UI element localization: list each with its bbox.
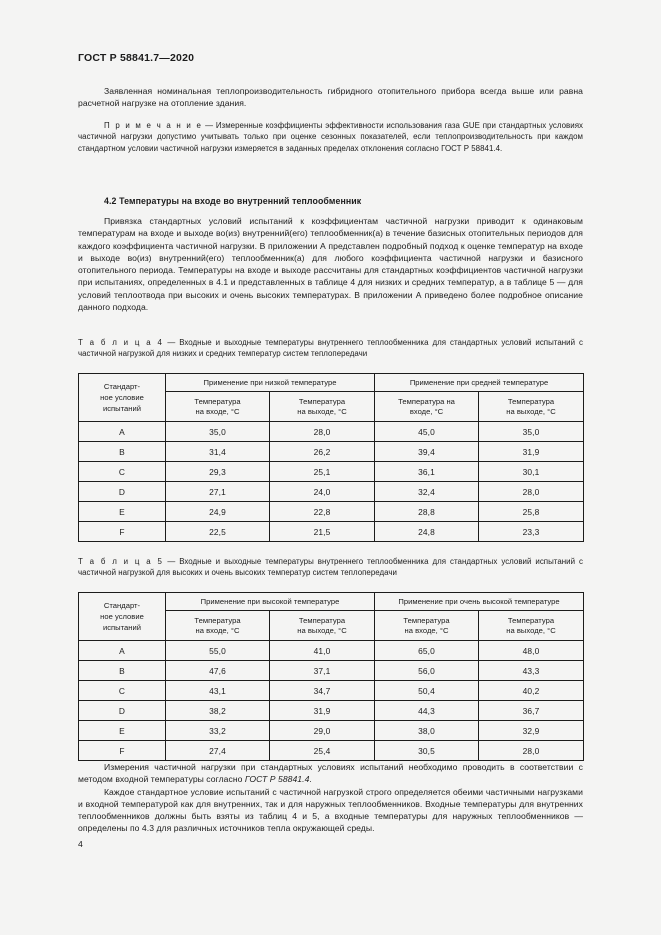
table-cell-condition: A [79, 641, 166, 661]
table-row [79, 721, 584, 741]
table-cell-vhigh_out: 32,9 [479, 721, 584, 741]
table4-group-header-mid: Применение при средней температуре [375, 374, 584, 392]
table-cell-low_out: 22,8 [270, 502, 375, 522]
table5-body [79, 641, 584, 761]
section-body-block [78, 215, 583, 313]
table5-caption-block [78, 556, 583, 578]
table4-head [79, 374, 584, 422]
intro-paragraph: Заявленная номинальная теплопроизводительность гибридного отопительного прибора всегда выше или равна расчетной нагрузке на отопление здания. [78, 86, 583, 109]
table-cell-low_out: 24,0 [270, 482, 375, 502]
table-cell-mid_in: 24,8 [375, 522, 479, 542]
table4-group-header-low: Применение при низкой температуре [166, 374, 375, 392]
table-row [79, 502, 584, 522]
table-cell-mid_in: 36,1 [375, 462, 479, 482]
table-cell-vhigh_in: 65,0 [375, 641, 479, 661]
table-row [79, 442, 584, 462]
table-cell-high_out: 41,0 [270, 641, 375, 661]
table4-caption-label: Т а б л и ц а 4 [78, 338, 164, 347]
page-number: 4 [78, 839, 83, 849]
table5-caption-text: — Входные и выходные температуры внутреннего теплообменника для стандартных условий испытаний с частичной нагрузкой для высоких и очень высоких температур систем теплопередачи [78, 557, 583, 578]
table-cell-condition: C [79, 681, 166, 701]
running-head-standard-number: ГОСТ Р 58841.7—2020 [78, 52, 195, 64]
table4-stub-header: Стандарт- ное условие испытаний [79, 374, 166, 422]
table5-sub-header-high-out: Температура на выходе, °С [270, 611, 375, 641]
table5-caption [78, 556, 583, 578]
table-cell-vhigh_in: 56,0 [375, 661, 479, 681]
table-cell-high_in: 47,6 [166, 661, 270, 681]
table-cell-high_in: 27,4 [166, 741, 270, 761]
table-cell-condition: A [79, 422, 166, 442]
table-cell-low_in: 27,1 [166, 482, 270, 502]
table-cell-condition: C [79, 462, 166, 482]
closing-p1-reference: ГОСТ Р 58841.4 [244, 774, 310, 785]
table-cell-mid_out: 28,0 [479, 482, 584, 502]
table-cell-mid_out: 35,0 [479, 422, 584, 442]
table-cell-vhigh_out: 36,7 [479, 701, 584, 721]
table-cell-low_in: 29,3 [166, 462, 270, 482]
table-cell-high_out: 25,4 [270, 741, 375, 761]
table-cell-mid_in: 39,4 [375, 442, 479, 462]
table-cell-mid_in: 28,8 [375, 502, 479, 522]
table-cell-low_in: 24,9 [166, 502, 270, 522]
table-row [79, 641, 584, 661]
table-cell-vhigh_out: 48,0 [479, 641, 584, 661]
table-cell-condition: E [79, 721, 166, 741]
table5-wrapper [78, 592, 583, 761]
table-cell-low_out: 25,1 [270, 462, 375, 482]
table4-sub-header-mid-in: Температура на входе, °С [375, 392, 479, 422]
table-cell-condition: E [79, 502, 166, 522]
note-paragraph [78, 120, 583, 154]
closing-block [78, 761, 583, 835]
table-cell-high_out: 31,9 [270, 701, 375, 721]
table5-head [79, 593, 584, 641]
table-cell-mid_out: 31,9 [479, 442, 584, 462]
table-cell-vhigh_in: 38,0 [375, 721, 479, 741]
table-cell-low_in: 31,4 [166, 442, 270, 462]
table5 [78, 592, 584, 761]
table4-caption-block [78, 337, 583, 359]
section-paragraph: Привязка стандартных условий испытаний к коэффициентам частичной нагрузки приводит к одинаковым температурам на входе и выходе во(из) внутренний(его) теплообменник(а) в течение базисных отопительных периодов для каждого коэффициента частичной нагрузки. В приложении А представлен подробный подход к оценке температур на входе и выходе во(из) внутренний(его) теплообменник(а) для любого коэффициента частичной нагрузки и базисного отопительного периода. Температуры на входе и выходе рассчитаны для стандартных коэффициентов частичной нагрузки при испытаниях, определенных в 4.1 и представленных в таблице 4 для низких и средних температур, а в таблице 5 — для условий теплоотвода при высоких и очень высоких температурах. В приложении А приведено более подробное описание данного подхода. [78, 216, 583, 313]
table-cell-high_in: 33,2 [166, 721, 270, 741]
table-cell-vhigh_out: 43,3 [479, 661, 584, 681]
table-row [79, 661, 584, 681]
table-cell-low_in: 35,0 [166, 422, 270, 442]
table-row [79, 701, 584, 721]
section-heading: 4.2 Температуры на входе во внутренний теплообменник [104, 196, 362, 206]
closing-p1-before: Измерения частичной нагрузки при стандартных условиях испытаний необходимо проводить в соответствии с методом входной температуры согласно [78, 762, 583, 785]
closing-paragraph-1 [78, 761, 583, 786]
table-cell-condition: B [79, 661, 166, 681]
table4-caption [78, 337, 583, 359]
table5-sub-header-high-in: Температура на входе, °С [166, 611, 270, 641]
table5-caption-label: Т а б л и ц а 5 [78, 557, 164, 566]
table-cell-condition: F [79, 522, 166, 542]
table5-group-header-high: Применение при высокой температуре [166, 593, 375, 611]
table-cell-high_in: 43,1 [166, 681, 270, 701]
table4 [78, 373, 584, 542]
table-row [79, 462, 584, 482]
note-label: П р и м е ч а н и е [104, 121, 203, 130]
closing-p1-after: . [309, 774, 312, 785]
table4-header-row-groups [79, 374, 584, 392]
table-cell-condition: D [79, 701, 166, 721]
table-row [79, 482, 584, 502]
closing-paragraph-2: Каждое стандартное условие испытаний с частичной нагрузкой строго определяется обеими частичными нагрузками и входной температурой как для внутренних, так и для наружных теплообменников. Входные температуры для внутренних теплообменников должны быть взяты из таблиц 4 и 5, а входные температуры для наружных теплообменников — определены по 4.3 для различных источников тепла окружающей среды. [78, 786, 583, 834]
table-cell-low_out: 21,5 [270, 522, 375, 542]
intro-block [78, 85, 583, 110]
table-cell-mid_in: 45,0 [375, 422, 479, 442]
table-row [79, 741, 584, 761]
table5-header-row-groups [79, 593, 584, 611]
table-cell-condition: B [79, 442, 166, 462]
table-cell-high_out: 29,0 [270, 721, 375, 741]
table-cell-high_out: 34,7 [270, 681, 375, 701]
table4-body [79, 422, 584, 542]
table-cell-mid_in: 32,4 [375, 482, 479, 502]
table4-sub-header-low-in: Температура на входе, °С [166, 392, 270, 422]
table-cell-high_in: 55,0 [166, 641, 270, 661]
table-cell-low_out: 28,0 [270, 422, 375, 442]
table4-wrapper [78, 373, 583, 542]
table5-sub-header-vhigh-out: Температура на выходе, °С [479, 611, 584, 641]
table5-stub-header: Стандарт- ное условие испытаний [79, 593, 166, 641]
table-cell-low_out: 26,2 [270, 442, 375, 462]
table-cell-mid_out: 25,8 [479, 502, 584, 522]
table-cell-mid_out: 30,1 [479, 462, 584, 482]
table-cell-high_in: 38,2 [166, 701, 270, 721]
table-cell-condition: F [79, 741, 166, 761]
table-row [79, 681, 584, 701]
note-block [78, 120, 583, 154]
table-cell-vhigh_in: 30,5 [375, 741, 479, 761]
table-cell-condition: D [79, 482, 166, 502]
table-cell-vhigh_in: 44,3 [375, 701, 479, 721]
table-cell-low_in: 22,5 [166, 522, 270, 542]
section-heading-block [78, 195, 583, 207]
table-row [79, 422, 584, 442]
table4-sub-header-low-out: Температура на выходе, °С [270, 392, 375, 422]
table-cell-high_out: 37,1 [270, 661, 375, 681]
table5-group-header-very-high: Применение при очень высокой температуре [375, 593, 584, 611]
table-row [79, 522, 584, 542]
table4-caption-text: — Входные и выходные температуры внутреннего теплообменника для стандартных условий испытаний с частичной нагрузкой для низких и средних температур систем теплопередачи [78, 338, 583, 359]
table4-sub-header-mid-out: Температура на выходе, °С [479, 392, 584, 422]
table-cell-vhigh_out: 28,0 [479, 741, 584, 761]
note-text: — Измеренные коэффициенты эффективности использования газа GUE при стандартных условиях частичной нагрузки допустимо учитывать только при оценке сезонных показателей, если теплопроизводительность при каждом стандартном условии частичной нагрузки измеряется в заданных пределах отклонения согласно ГОСТ Р 58841.4. [78, 121, 583, 153]
table5-sub-header-vhigh-in: Температура на входе, °С [375, 611, 479, 641]
table-cell-vhigh_in: 50,4 [375, 681, 479, 701]
table-cell-mid_out: 23,3 [479, 522, 584, 542]
table-cell-vhigh_out: 40,2 [479, 681, 584, 701]
